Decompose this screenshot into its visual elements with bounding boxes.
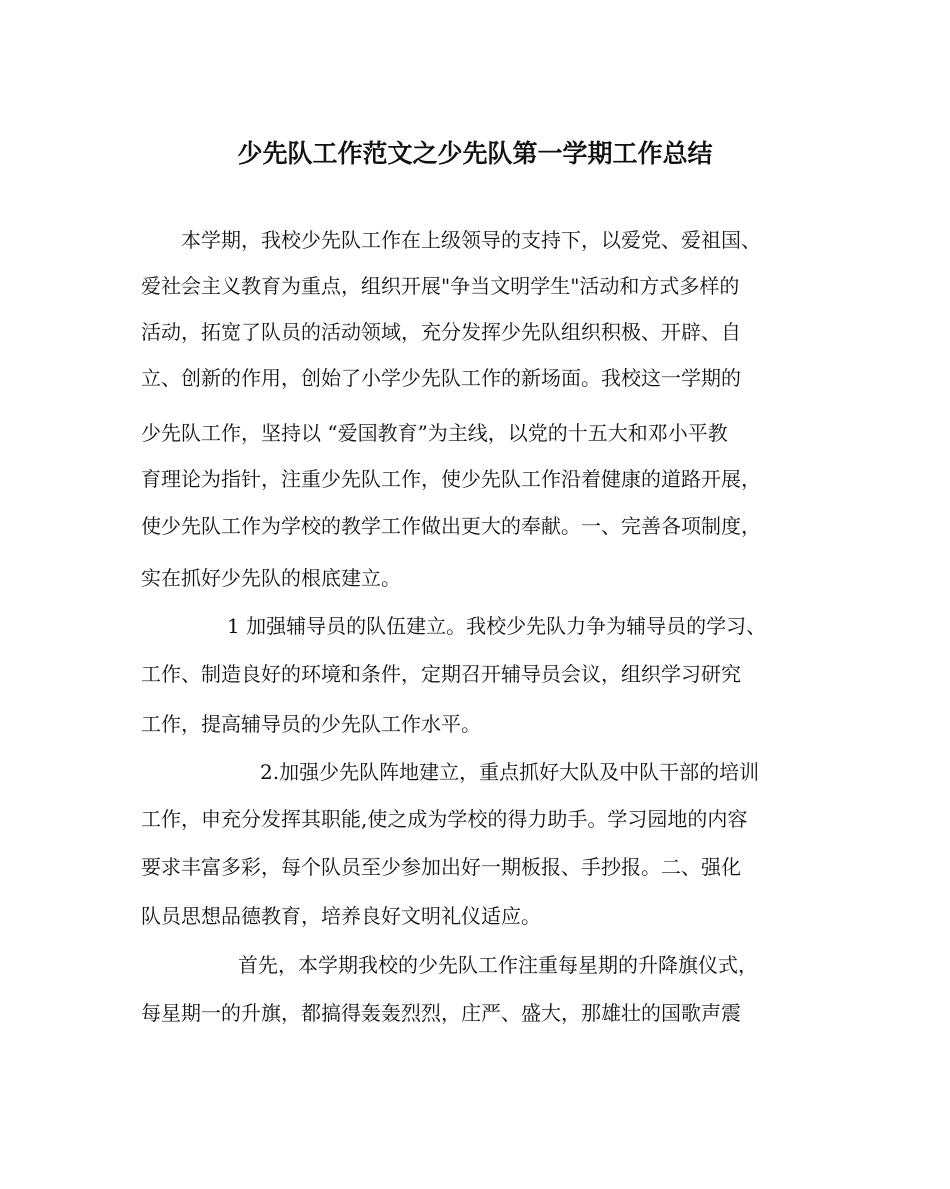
paragraph-line: 2.加强少先队阵地建立，重点抓好大队及中队干部的培训: [260, 760, 760, 784]
paragraph-line: 活动，拓宽了队员的活动领域，充分发挥少先队组织积极、开辟、自: [141, 320, 741, 344]
paragraph-line: 工作，提高辅导员的少先队工作水平。: [141, 712, 481, 736]
paragraph-line: 实在抓好少先队的根底建立。: [141, 566, 401, 590]
paragraph-line: 爱社会主义教育为重点，组织开展"争当文明学生"活动和方式多样的: [141, 274, 740, 298]
paragraph-line: 本学期，我校少先队工作在上级领导的支持下，以爱党、爱祖国、: [181, 228, 761, 252]
paragraph-line: 少先队工作，坚持以 “爱国教育”为主线，以党的十五大和邓小平教: [141, 421, 728, 445]
paragraph-line: 每星期一的升旗，都搞得轰轰烈烈，庄严、盛大，那雄壮的国歌声震: [141, 1001, 741, 1025]
paragraph-line: 立、创新的作用，创始了小学少先队工作的新场面。我校这一学期的: [141, 366, 741, 390]
paragraph-line: 1 加强辅导员的队伍建立。我校少先队力争为辅导员的学习、: [227, 614, 767, 638]
paragraph-line: 工作、制造良好的环境和条件，定期召开辅导员会议，组织学习研究: [141, 662, 741, 686]
document-title: 少先队工作范文之少先队第一学期工作总结: [237, 139, 713, 168]
paragraph-line: 使少先队工作为学校的教学工作做出更大的奉献。一、完善各项制度，: [141, 514, 761, 538]
paragraph-line: 队员思想品德教育，培养良好文明礼仪适应。: [141, 904, 541, 928]
paragraph-line: 工作，申充分发挥其职能,使之成为学校的得力助手。学习园地的内容: [141, 807, 748, 831]
paragraph-line: 首先，本学期我校的少先队工作注重每星期的升降旗仪式，: [238, 953, 758, 977]
paragraph-line: 育理论为指针，注重少先队工作，使少先队工作沿着健康的道路开展，: [141, 467, 761, 491]
paragraph-line: 要求丰富多彩，每个队员至少参加出好一期板报、手抄报。二、强化: [141, 855, 741, 879]
